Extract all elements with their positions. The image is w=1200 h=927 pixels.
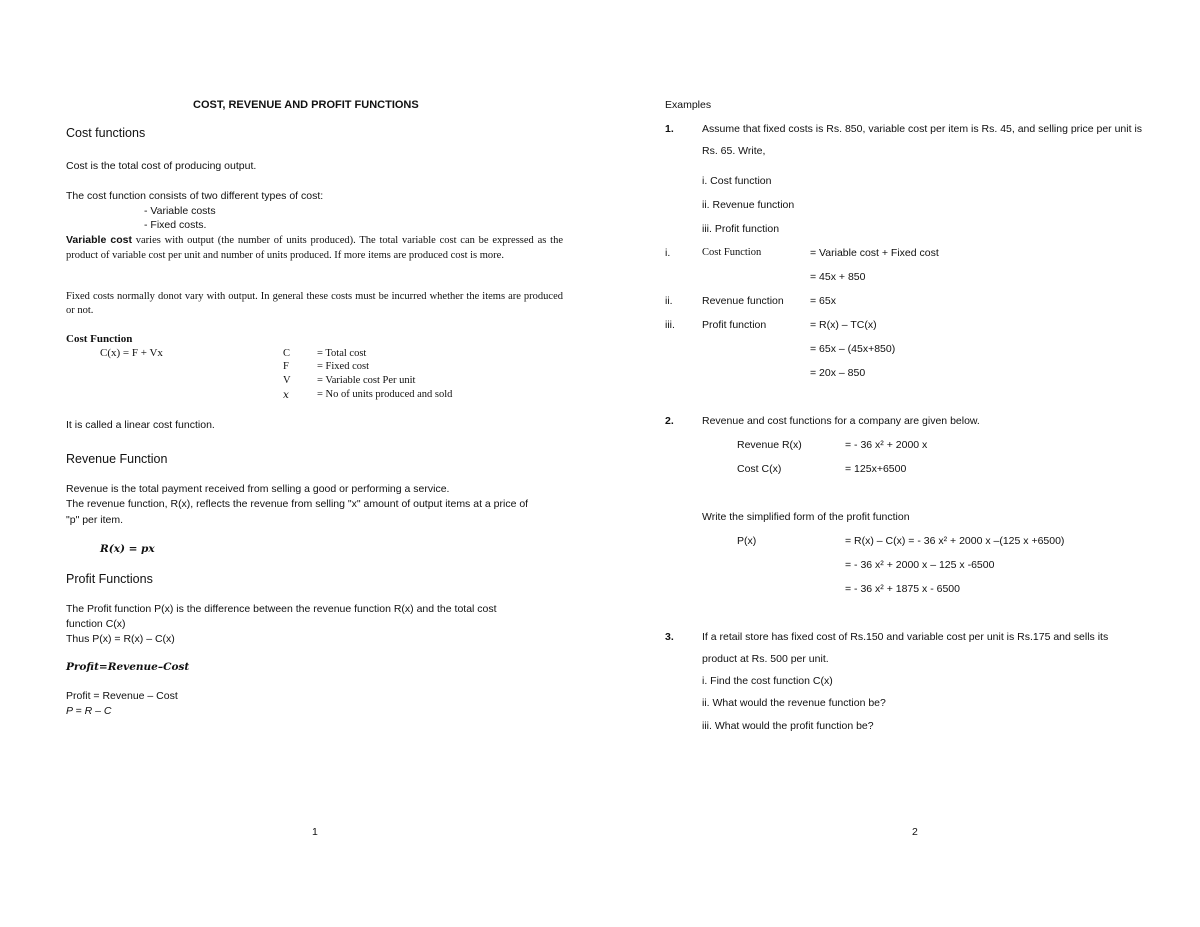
profit-description-line: Thus P(x) = R(x) – C(x) xyxy=(66,633,175,645)
revenue-function-heading: Revenue Function xyxy=(66,452,168,466)
legend-symbol-v: V xyxy=(283,375,291,386)
example-1-text: Rs. 65. Write, xyxy=(702,145,766,157)
solution-equation: = R(x) – TC(x) xyxy=(810,319,877,331)
cost-functions-heading: Cost functions xyxy=(66,126,146,140)
cost-types-intro: The cost function consists of two different types of cost: xyxy=(66,190,324,202)
example-3-item: iii. What would the profit function be? xyxy=(702,720,874,732)
fixed-cost-term: Fixed costs xyxy=(66,291,114,302)
fixed-cost-text: normally donot vary with output. In general these costs must be incurred whether the items are produced or not. xyxy=(66,291,564,316)
legend-desc-f: = Fixed cost xyxy=(317,361,370,372)
cost-type-variable: - Variable costs xyxy=(144,205,216,217)
solution-label: Cost Function xyxy=(702,247,762,258)
cost-type-fixed: - Fixed costs. xyxy=(144,219,207,231)
example-1-number: 1. xyxy=(665,123,674,135)
example-3-item: i. Find the cost function C(x) xyxy=(702,675,833,687)
cost-formula: C(x) = F + Vx xyxy=(100,347,163,359)
example-2-equation: = 125x+6500 xyxy=(845,463,907,475)
example-3-number: 3. xyxy=(665,631,674,643)
example-1-item: ii. Revenue function xyxy=(702,199,795,211)
profit-words: Profit = Revenue – Cost xyxy=(66,690,178,702)
page-number: 1 xyxy=(312,826,318,838)
example-2-profit-equation: = R(x) – C(x) = - 36 x² + 2000 x –(125 x +6500) xyxy=(845,535,1065,547)
example-3-text: If a retail store has fixed cost of Rs.150 and variable cost per unit is Rs.175 and sells its xyxy=(702,631,1109,643)
example-2-number: 2. xyxy=(665,415,674,427)
cost-definition: Cost is the total cost of producing output. xyxy=(66,160,257,172)
solution-number: iii. xyxy=(665,319,675,331)
example-2-profit-equation: = - 36 x² + 1875 x - 6500 xyxy=(845,583,960,595)
revenue-formula: R(x) = px xyxy=(100,543,155,555)
example-2-text: Revenue and cost functions for a company are given below. xyxy=(702,415,980,427)
solution-equation: = 65x xyxy=(810,295,836,307)
example-1-item: i. Cost function xyxy=(702,175,772,187)
solution-equation: = Variable cost + Fixed cost xyxy=(810,247,939,259)
revenue-definition: Revenue is the total payment received from selling a good or performing a service. xyxy=(66,483,450,495)
legend-desc-x: = No of units produced and sold xyxy=(317,389,453,400)
solution-equation: = 45x + 850 xyxy=(810,271,866,283)
examples-label: Examples xyxy=(665,99,712,111)
example-2-label: Revenue R(x) xyxy=(737,439,802,451)
legend-symbol-c: C xyxy=(283,348,291,359)
legend-symbol-x: x xyxy=(283,389,289,401)
profit-description-line: function C(x) xyxy=(66,618,126,630)
solution-equation: = 20x – 850 xyxy=(810,367,866,379)
solution-number: i. xyxy=(665,247,671,259)
legend-desc-c: = Total cost xyxy=(317,348,367,359)
example-3-item: ii. What would the revenue function be? xyxy=(702,697,886,709)
example-2-profit-label: P(x) xyxy=(737,535,757,547)
solution-equation: = 65x – (45x+850) xyxy=(810,343,896,355)
variable-cost-text: varies with output (the number of units produced). The total variable cost can be expressed as the product of variable cost per unit and number of units produced. If more items are produced cost is more. xyxy=(66,235,563,261)
profit-functions-heading: Profit Functions xyxy=(66,572,153,586)
legend-desc-v: = Variable cost Per unit xyxy=(317,375,416,386)
solution-label: Revenue function xyxy=(702,295,784,307)
example-2-equation: = - 36 x² + 2000 x xyxy=(845,439,928,451)
revenue-description-line: "p" per item. xyxy=(66,514,124,526)
cost-function-label: Cost Function xyxy=(66,333,133,345)
page-title: COST, REVENUE AND PROFIT FUNCTIONS xyxy=(193,99,419,111)
legend-symbol-f: F xyxy=(283,361,289,372)
linear-note: It is called a linear cost function. xyxy=(66,419,215,431)
variable-cost-term: Variable cost xyxy=(66,234,132,246)
solution-label: Profit function xyxy=(702,319,767,331)
profit-description-line: The Profit function P(x) is the difference between the revenue function R(x) and the total cost xyxy=(66,603,497,615)
example-3-text: product at Rs. 500 per unit. xyxy=(702,653,829,665)
example-2-task: Write the simplified form of the profit function xyxy=(702,511,910,523)
example-2-profit-equation: = - 36 x² + 2000 x – 125 x -6500 xyxy=(845,559,995,571)
page-number: 2 xyxy=(912,826,918,838)
solution-number: ii. xyxy=(665,295,673,307)
example-2-label: Cost C(x) xyxy=(737,463,782,475)
example-1-text: Assume that fixed costs is Rs. 850, variable cost per item is Rs. 45, and selling price per unit is xyxy=(702,123,1143,135)
variable-cost-paragraph xyxy=(66,233,563,263)
fixed-cost-paragraph xyxy=(66,290,563,318)
profit-formula: Profit=Revenue–Cost xyxy=(66,661,190,673)
profit-short: P = R – C xyxy=(66,705,112,717)
revenue-description-line: The revenue function, R(x), reflects the revenue from selling "x" amount of output items at a price of xyxy=(66,498,529,510)
example-1-item: iii. Profit function xyxy=(702,223,780,235)
